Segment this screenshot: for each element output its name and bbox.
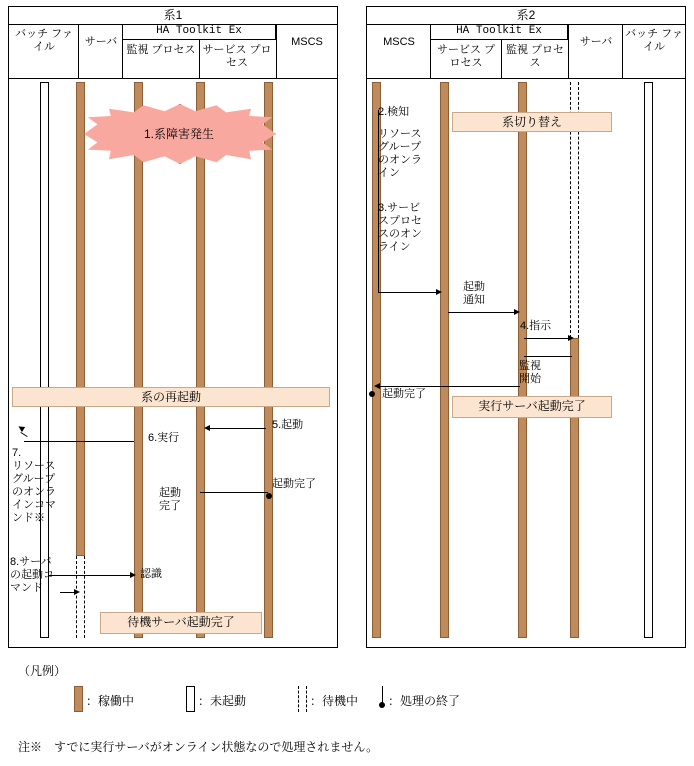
- annotation-s1-recognize: 認識: [140, 568, 162, 580]
- lifeline-s2-batch: [644, 82, 653, 638]
- arrow-head-s1-batch-server: [74, 589, 80, 595]
- lifeline-s1-monitor: [134, 82, 143, 638]
- step-label-8: 8.サーバ の起動コ マンド: [10, 556, 54, 594]
- arrow-line-3h: [378, 292, 440, 293]
- banner-s1-standby-done: 待機サーバ起動完了: [100, 612, 262, 634]
- arrow-line-recognize: [48, 575, 134, 576]
- sep-s1-3: [199, 40, 200, 78]
- sep-s2-4: [622, 24, 623, 78]
- footnote: 注※ すでに実行サーバがオンライン状態なので処理されません。: [18, 740, 379, 754]
- sep-s2-1: [430, 24, 431, 78]
- legend-swatch-end-dot: [379, 702, 385, 708]
- legend-label-end: ：処理の終了: [388, 694, 461, 708]
- col-header-s1-service: サービス プロセス: [202, 44, 272, 69]
- annotation-s2-boot-done: 起動完了: [382, 388, 426, 400]
- annotation-line-monitor-start: [524, 356, 572, 357]
- lifeline-s1-server: [76, 82, 85, 556]
- banner-s2-switch: 系切り替え: [452, 112, 612, 132]
- arrow-line-s2-service-monitor: [448, 312, 516, 313]
- lifeline-s1-mscs: [264, 82, 273, 638]
- col-header-s2-monitor: 監視 プロセス: [505, 44, 565, 69]
- sep-s2-hdr-bottom: [366, 78, 686, 79]
- banner-s1-restart: 系の再起動: [12, 387, 330, 407]
- annotation-s1-boot-done-2: 起動 完了: [159, 487, 181, 512]
- annotation-s2-boot-notice: 起動 通知: [463, 281, 485, 306]
- step-label-2: 2.検知: [378, 106, 410, 118]
- step-label-6: 6.実行: [148, 432, 180, 444]
- panel-system1-group-header: HA Toolkit Ex: [122, 24, 276, 40]
- step-label-4: 4.指示: [520, 320, 552, 332]
- arrow-line-7: [24, 441, 134, 442]
- lifeline-s2-server: [570, 338, 579, 638]
- arrow-head-3: [436, 289, 442, 295]
- arrow-head-s2-boot-done: [374, 383, 380, 389]
- panel-system1-title: 系1: [9, 7, 337, 25]
- end-dot-s2-1: [369, 391, 375, 397]
- sep-s1-1: [78, 24, 79, 78]
- col-header-s2-batch: バッチ ファイル: [625, 28, 683, 53]
- col-header-s2-service: サービス プロセス: [436, 44, 496, 69]
- sep-s2-3: [568, 24, 569, 78]
- sep-s1-2: [122, 24, 123, 78]
- col-header-s2-mscs: MSCS: [383, 36, 415, 48]
- col-header-s1-monitor: 監視 プロセス: [126, 44, 196, 56]
- annotation-line-boot-done-1: [200, 492, 268, 493]
- arrow-head-4: [568, 335, 574, 341]
- step-label-3: 3.サービ スプロセ スのオン ライン: [378, 202, 422, 253]
- sep-s1-hdr-bottom: [8, 78, 338, 79]
- col-header-s1-batch: バッチ ファイル: [15, 28, 73, 53]
- legend-title: （凡例）: [18, 664, 67, 678]
- col-header-s1-mscs: MSCS: [291, 36, 323, 48]
- step-label-5: 5.起動: [272, 419, 304, 431]
- lifeline-s1-service: [196, 82, 205, 638]
- lifeline-s1-batch-wait: [76, 556, 85, 638]
- arrow-line-4: [524, 338, 572, 339]
- end-dot-s1-1: [266, 493, 272, 499]
- panel-system1: [8, 6, 338, 648]
- legend-swatch-wait: [298, 686, 307, 712]
- banner-s2-exec-done: 実行サーバ起動完了: [452, 396, 612, 418]
- arrow-head-s2-service-monitor: [514, 309, 520, 315]
- col-header-s1-server: サーバ: [84, 36, 118, 48]
- arrow-line-5: [208, 428, 266, 429]
- annotation-s2-resource-online: リソース グループ のオンラ イン: [378, 128, 422, 179]
- panel-system2-title: 系2: [367, 7, 685, 25]
- legend-swatch-idle: [186, 686, 195, 712]
- annotation-s1-boot-done-1: 起動完了: [272, 478, 316, 490]
- lifeline-s2-service: [440, 82, 449, 638]
- legend-label-idle: ：未起動: [198, 694, 247, 708]
- legend-label-active: ：稼働中: [86, 694, 135, 708]
- lifeline-s1-batch: [40, 82, 49, 638]
- legend-swatch-active: [74, 686, 83, 712]
- sep-s2-2: [501, 40, 502, 78]
- step-label-7: 7. リソース グループ のオンラ インコマ ンド※: [12, 447, 56, 524]
- legend-label-wait: ：待機中: [310, 694, 359, 708]
- annotation-s2-monitor-start: 監視 開始: [519, 360, 541, 385]
- failure-burst-label: 1.系障害発生: [143, 127, 214, 141]
- arrow-head-5: [204, 425, 210, 431]
- annotation-line-s2-boot-done: [378, 386, 520, 387]
- panel-system2-group-header: HA Toolkit Ex: [430, 24, 568, 40]
- arrow-line-3v: [378, 110, 379, 292]
- col-header-s2-server: サーバ: [579, 36, 613, 48]
- sep-s1-4: [276, 24, 277, 78]
- arrow-head-recognize: [130, 572, 136, 578]
